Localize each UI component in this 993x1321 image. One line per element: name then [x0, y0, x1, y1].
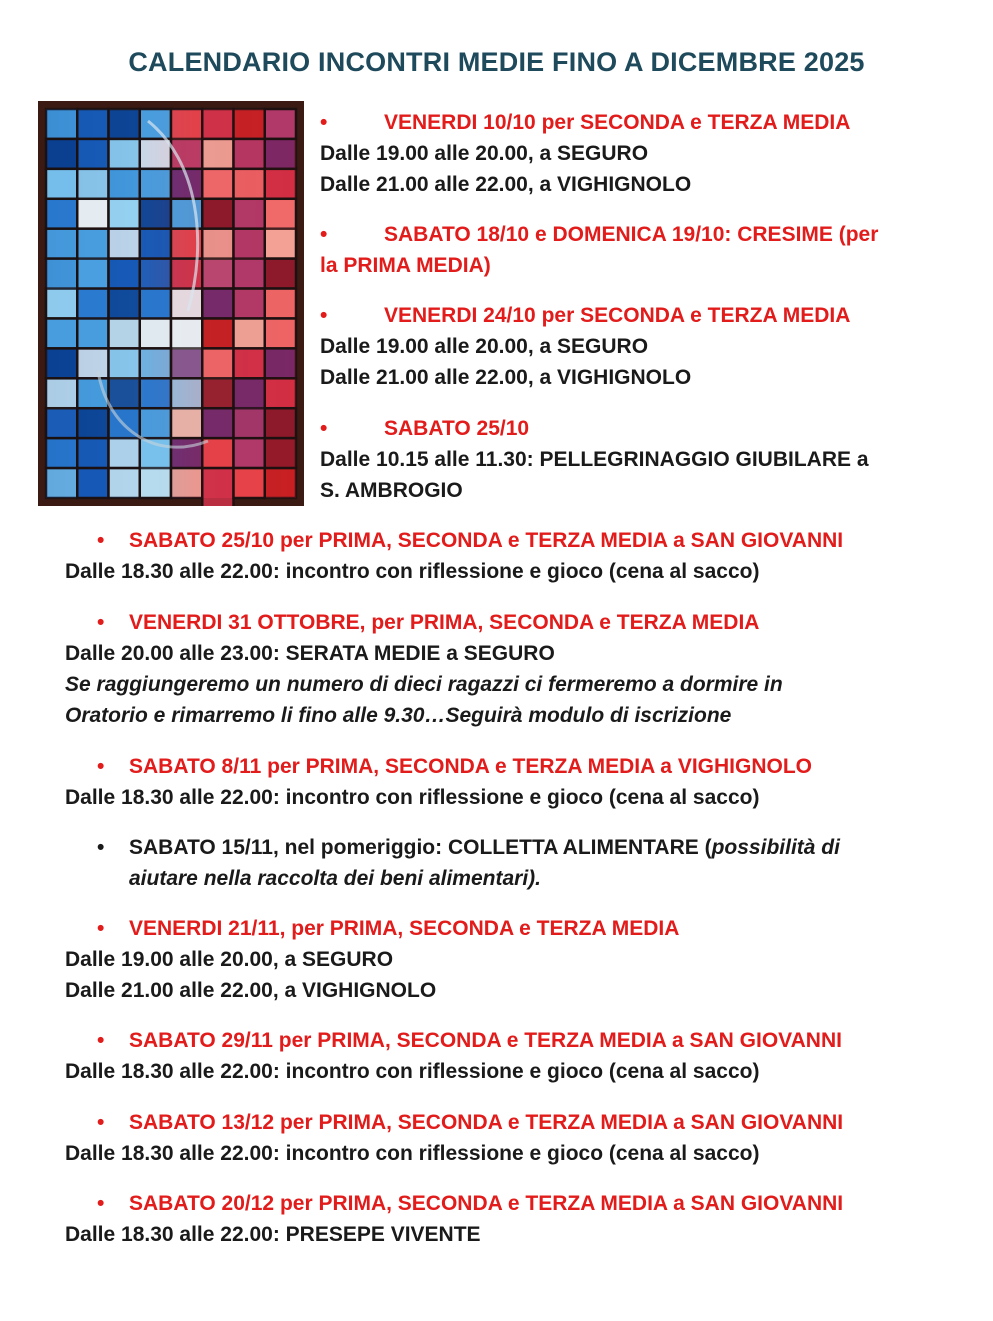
- glass-pane: [265, 318, 296, 348]
- event-detail: Dalle 18.30 alle 22.00: incontro con riflessione e gioco (cena al sacco): [65, 1142, 760, 1165]
- glass-pane: [46, 169, 77, 199]
- event-item: [320, 413, 869, 506]
- glass-pane: [46, 438, 77, 468]
- glass-pane: [202, 139, 233, 169]
- glass-pane: [46, 289, 77, 319]
- event-item: [65, 525, 843, 587]
- bullet-icon: •: [320, 223, 328, 246]
- glass-pane: [265, 229, 296, 259]
- event-note: Se raggiungeremo un numero di dieci ragazzi ci fermeremo a dormire in: [65, 673, 783, 696]
- event-heading: VENERDI 31 OTTOBRE, per PRIMA, SECONDA e TERZA MEDIA: [129, 611, 760, 634]
- event-item: [65, 832, 840, 894]
- glass-pane: [77, 199, 108, 229]
- glass-pane: [265, 468, 296, 498]
- bullet-icon: •: [97, 755, 105, 778]
- glass-pane: [265, 169, 296, 199]
- event-heading: SABATO 25/10: [384, 417, 530, 440]
- glass-pane: [109, 438, 140, 468]
- event-heading: VENERDI 10/10 per SECONDA e TERZA MEDIA: [384, 111, 851, 134]
- glass-pane: [140, 109, 171, 139]
- glass-pane: [234, 109, 265, 139]
- glass-pane: [140, 378, 171, 408]
- event-heading: SABATO 25/10 per PRIMA, SECONDA e TERZA MEDIA a SAN GIOVANNI: [129, 529, 844, 552]
- event-detail: Dalle 21.00 alle 22.00, a VIGHIGNOLO: [65, 979, 437, 1002]
- bullet-icon: •: [97, 611, 105, 634]
- event-detail: Dalle 18.30 alle 22.00: incontro con riflessione e gioco (cena al sacco): [65, 786, 760, 809]
- event-heading: SABATO 13/12 per PRIMA, SECONDA e TERZA MEDIA a SAN GIOVANNI: [129, 1111, 844, 1134]
- glass-pane: [77, 139, 108, 169]
- glass-pane: [77, 468, 108, 498]
- event-note: aiutare nella raccolta dei beni alimentari).: [129, 867, 541, 890]
- glass-pane: [202, 289, 233, 319]
- event-detail: Dalle 21.00 alle 22.00, a VIGHIGNOLO: [320, 173, 692, 196]
- event-note: Oratorio e rimarremo li fino alle 9.30…Seguirà modulo di iscrizione: [65, 704, 732, 727]
- event-item: [320, 300, 850, 393]
- glass-pane: [202, 378, 233, 408]
- glass-pane: [171, 438, 202, 468]
- event-item: [65, 1188, 843, 1250]
- glass-pane: [77, 109, 108, 139]
- bullet-icon: •: [320, 111, 328, 134]
- event-detail: Dalle 18.30 alle 22.00: incontro con riflessione e gioco (cena al sacco): [65, 560, 760, 583]
- glass-pane: [46, 408, 77, 438]
- glass-pane: [234, 289, 265, 319]
- glass-pane: [77, 438, 108, 468]
- glass-pane: [202, 109, 233, 139]
- glass-pane: [77, 408, 108, 438]
- glass-pane: [234, 438, 265, 468]
- glass-pane: [265, 438, 296, 468]
- glass-pane: [171, 289, 202, 319]
- glass-pane: [171, 348, 202, 378]
- event-heading: SABATO 20/12 per PRIMA, SECONDA e TERZA MEDIA a SAN GIOVANNI: [129, 1192, 844, 1215]
- event-detail: Dalle 18.30 alle 22.00: incontro con riflessione e gioco (cena al sacco): [65, 1060, 760, 1083]
- glass-pane: [202, 199, 233, 229]
- bullet-icon: •: [320, 417, 328, 440]
- glass-pane: [171, 408, 202, 438]
- glass-pane: [46, 318, 77, 348]
- glass-pane: [234, 169, 265, 199]
- event-detail: Dalle 20.00 alle 23.00: SERATA MEDIE a SEGURO: [65, 642, 555, 665]
- glass-pane: [140, 229, 171, 259]
- event-item: [65, 1107, 843, 1169]
- glass-pane: [265, 289, 296, 319]
- event-detail: S. AMBROGIO: [320, 479, 463, 502]
- event-detail: Dalle 21.00 alle 22.00, a VIGHIGNOLO: [320, 366, 692, 389]
- glass-pane: [109, 139, 140, 169]
- event-heading: VENERDI 24/10 per SECONDA e TERZA MEDIA: [384, 304, 851, 327]
- event-item: [320, 219, 878, 281]
- glass-pane: [140, 468, 171, 498]
- glass-pane: [77, 348, 108, 378]
- bullet-icon: •: [97, 836, 105, 859]
- glass-pane: [140, 139, 171, 169]
- glass-pane: [140, 318, 171, 348]
- event-heading: la PRIMA MEDIA): [320, 254, 491, 277]
- glass-pane: [234, 318, 265, 348]
- bullet-icon: •: [320, 304, 328, 327]
- glass-pane: [202, 259, 233, 289]
- glass-pane: [171, 468, 202, 498]
- glass-pane: [202, 318, 233, 348]
- glass-pane: [202, 169, 233, 199]
- glass-pane: [140, 348, 171, 378]
- event-detail: Dalle 19.00 alle 20.00, a SEGURO: [320, 335, 649, 358]
- glass-pane: [46, 139, 77, 169]
- glass-pane: [265, 259, 296, 289]
- glass-pane: [46, 199, 77, 229]
- glass-pane: [234, 259, 265, 289]
- event-item: [320, 107, 850, 200]
- event-heading: SABATO 29/11 per PRIMA, SECONDA e TERZA MEDIA a SAN GIOVANNI: [129, 1029, 842, 1052]
- glass-pane: [234, 199, 265, 229]
- event-detail: Dalle 10.15 alle 11.30: PELLEGRINAGGIO GIUBILARE a: [320, 448, 869, 471]
- glass-pane: [46, 229, 77, 259]
- event-heading: SABATO 18/10 e DOMENICA 19/10: CRESIME (per: [384, 223, 879, 246]
- event-note: possibilità di: [711, 836, 840, 859]
- event-item: [65, 913, 679, 1006]
- glass-pane: [234, 348, 265, 378]
- glass-pane: [234, 468, 265, 498]
- glass-pane: [234, 139, 265, 169]
- glass-pane: [46, 348, 77, 378]
- event-heading: SABATO 8/11 per PRIMA, SECONDA e TERZA MEDIA a VIGHIGNOLO: [129, 755, 812, 778]
- glass-pane: [109, 229, 140, 259]
- event-item: [65, 607, 783, 731]
- glass-pane: [109, 468, 140, 498]
- glass-pane: [202, 408, 233, 438]
- glass-pane: [109, 259, 140, 289]
- glass-pane: [265, 139, 296, 169]
- bullet-icon: •: [97, 529, 105, 552]
- glass-pane: [109, 199, 140, 229]
- bullet-icon: •: [97, 1029, 105, 1052]
- event-item: [65, 1025, 842, 1087]
- glass-pane: [109, 318, 140, 348]
- glass-pane: [109, 109, 140, 139]
- bullet-icon: •: [97, 1111, 105, 1134]
- glass-pane: [140, 199, 171, 229]
- glass-pane: [77, 318, 108, 348]
- bullet-icon: •: [97, 1192, 105, 1215]
- glass-pane: [265, 408, 296, 438]
- glass-pane: [46, 109, 77, 139]
- bullet-icon: •: [97, 917, 105, 940]
- event-detail: Dalle 19.00 alle 20.00, a SEGURO: [65, 948, 394, 971]
- event-item: [65, 751, 812, 813]
- glass-pane: [265, 348, 296, 378]
- event-detail: Dalle 18.30 alle 22.00: PRESEPE VIVENTE: [65, 1223, 481, 1246]
- glass-pane: [265, 109, 296, 139]
- stained-glass-window-image: [38, 101, 304, 506]
- glass-pane: [202, 468, 233, 506]
- page-title: CALENDARIO INCONTRI MEDIE FINO A DICEMBRE 2025: [128, 47, 865, 77]
- event-heading: VENERDI 21/11, per PRIMA, SECONDA e TERZA MEDIA: [129, 917, 680, 940]
- glass-pane: [46, 468, 77, 498]
- event-heading: SABATO 15/11, nel pomeriggio: COLLETTA ALIMENTARE (: [129, 836, 712, 859]
- glass-pane: [140, 169, 171, 199]
- glass-pane: [265, 378, 296, 408]
- event-detail: Dalle 19.00 alle 20.00, a SEGURO: [320, 142, 649, 165]
